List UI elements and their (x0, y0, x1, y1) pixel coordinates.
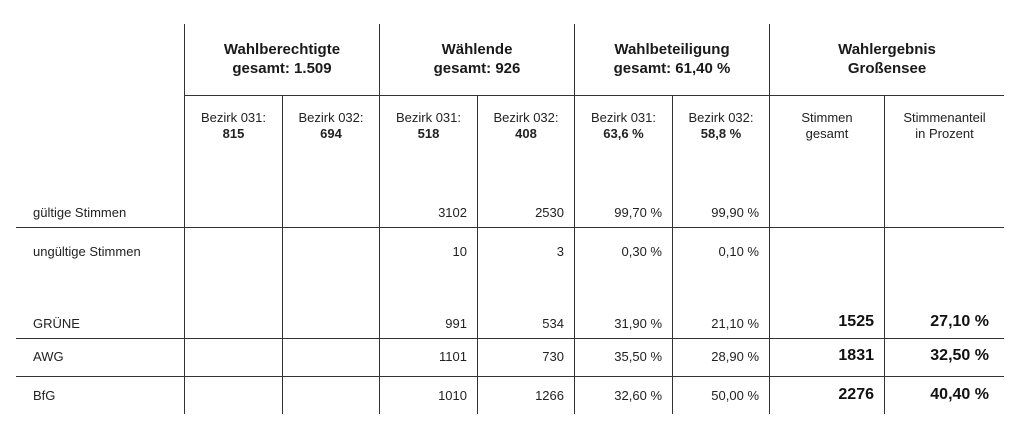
cell-voters-031: 3102 (438, 205, 467, 220)
subheader-value: 815 (222, 126, 245, 141)
cell-turnout-032: 99,90 % (711, 205, 759, 220)
subheader-vote-share (885, 110, 1004, 142)
subheader-label: Bezirk 031: (395, 110, 462, 125)
row-label: GRÜNE (33, 316, 80, 331)
cell-turnout-031: 32,60 % (614, 388, 662, 403)
group-title: Wahlberechtigte (223, 41, 341, 58)
group-total: gesamt: 926 (433, 60, 521, 77)
cell-voters-032: 2530 (535, 205, 564, 220)
cell-votes-total: 1831 (838, 347, 874, 364)
column-divider (884, 96, 885, 414)
row-label: ungültige Stimmen (33, 244, 141, 259)
cell-turnout-031: 31,90 % (614, 316, 662, 331)
group-subtitle: Großensee (847, 60, 927, 77)
subheader-value: in Prozent (915, 126, 974, 141)
cell-vote-share: 40,40 % (930, 386, 989, 403)
cell-voters-032: 730 (542, 349, 564, 364)
cell-voters-031: 991 (445, 316, 467, 331)
group-title: Wählende (441, 41, 513, 58)
subheader-value: 694 (320, 126, 342, 141)
subheader-label: Bezirk 032: (493, 110, 559, 125)
cell-turnout-031: 0,30 % (621, 244, 662, 259)
subheader-value: 58,8 % (700, 126, 742, 141)
cell-voters-031: 1010 (438, 388, 467, 403)
subheader-eligible-032 (283, 110, 379, 142)
subheader-label: Bezirk 032: (298, 110, 364, 125)
subheader-value: 408 (515, 126, 537, 141)
group-total: gesamt: 1.509 (232, 60, 332, 77)
subheader-label: Stimmenanteil (903, 110, 986, 125)
subheader-turnout-032 (673, 110, 769, 142)
subheader-eligible-031 (185, 110, 282, 142)
subheader-value: 63,6 % (603, 126, 644, 141)
cell-voters-032: 534 (542, 316, 564, 331)
cell-voters-032: 1266 (535, 388, 564, 403)
group-title: Wahlbeteiligung (614, 41, 730, 58)
cell-vote-share: 27,10 % (930, 313, 989, 330)
subheader-value: gesamt (805, 126, 849, 141)
column-divider (184, 24, 185, 414)
row-divider (16, 376, 1004, 377)
cell-votes-total: 1525 (838, 313, 874, 330)
cell-turnout-032: 0,10 % (718, 244, 759, 259)
row-label: AWG (33, 349, 64, 364)
row-divider (16, 227, 1004, 228)
subheader-label: Bezirk 031: (590, 110, 657, 125)
subheader-voters-031 (380, 110, 477, 142)
group-title: Wahlergebnis (838, 41, 936, 58)
cell-voters-032: 3 (556, 244, 564, 259)
row-label: gültige Stimmen (33, 205, 127, 220)
header-divider (184, 95, 1004, 96)
group-header-result (770, 40, 1004, 78)
subheader-label: Bezirk 032: (688, 110, 754, 125)
group-header-turnout (575, 40, 769, 78)
cell-voters-031: 10 (452, 244, 467, 259)
cell-voters-031: 1101 (439, 349, 467, 364)
subheader-votes-total (770, 110, 884, 142)
subheader-value: 518 (417, 126, 440, 141)
row-divider (16, 338, 1004, 339)
cell-votes-total: 2276 (838, 386, 874, 403)
cell-turnout-032: 28,90 % (711, 349, 759, 364)
column-divider (282, 96, 283, 414)
cell-turnout-032: 50,00 % (711, 388, 759, 403)
group-header-eligible (185, 40, 379, 78)
subheader-label: Stimmen (801, 110, 853, 125)
group-total: gesamt: 61,40 % (613, 60, 731, 77)
cell-turnout-031: 35,50 % (614, 349, 662, 364)
subheader-voters-032 (478, 110, 574, 142)
cell-vote-share: 32,50 % (930, 347, 989, 364)
group-header-voters (380, 40, 574, 78)
cell-turnout-031: 99,70 % (614, 205, 662, 220)
row-label: BfG (33, 388, 56, 403)
cell-turnout-032: 21,10 % (711, 316, 759, 331)
subheader-label: Bezirk 031: (200, 110, 267, 125)
subheader-turnout-031 (575, 110, 672, 142)
